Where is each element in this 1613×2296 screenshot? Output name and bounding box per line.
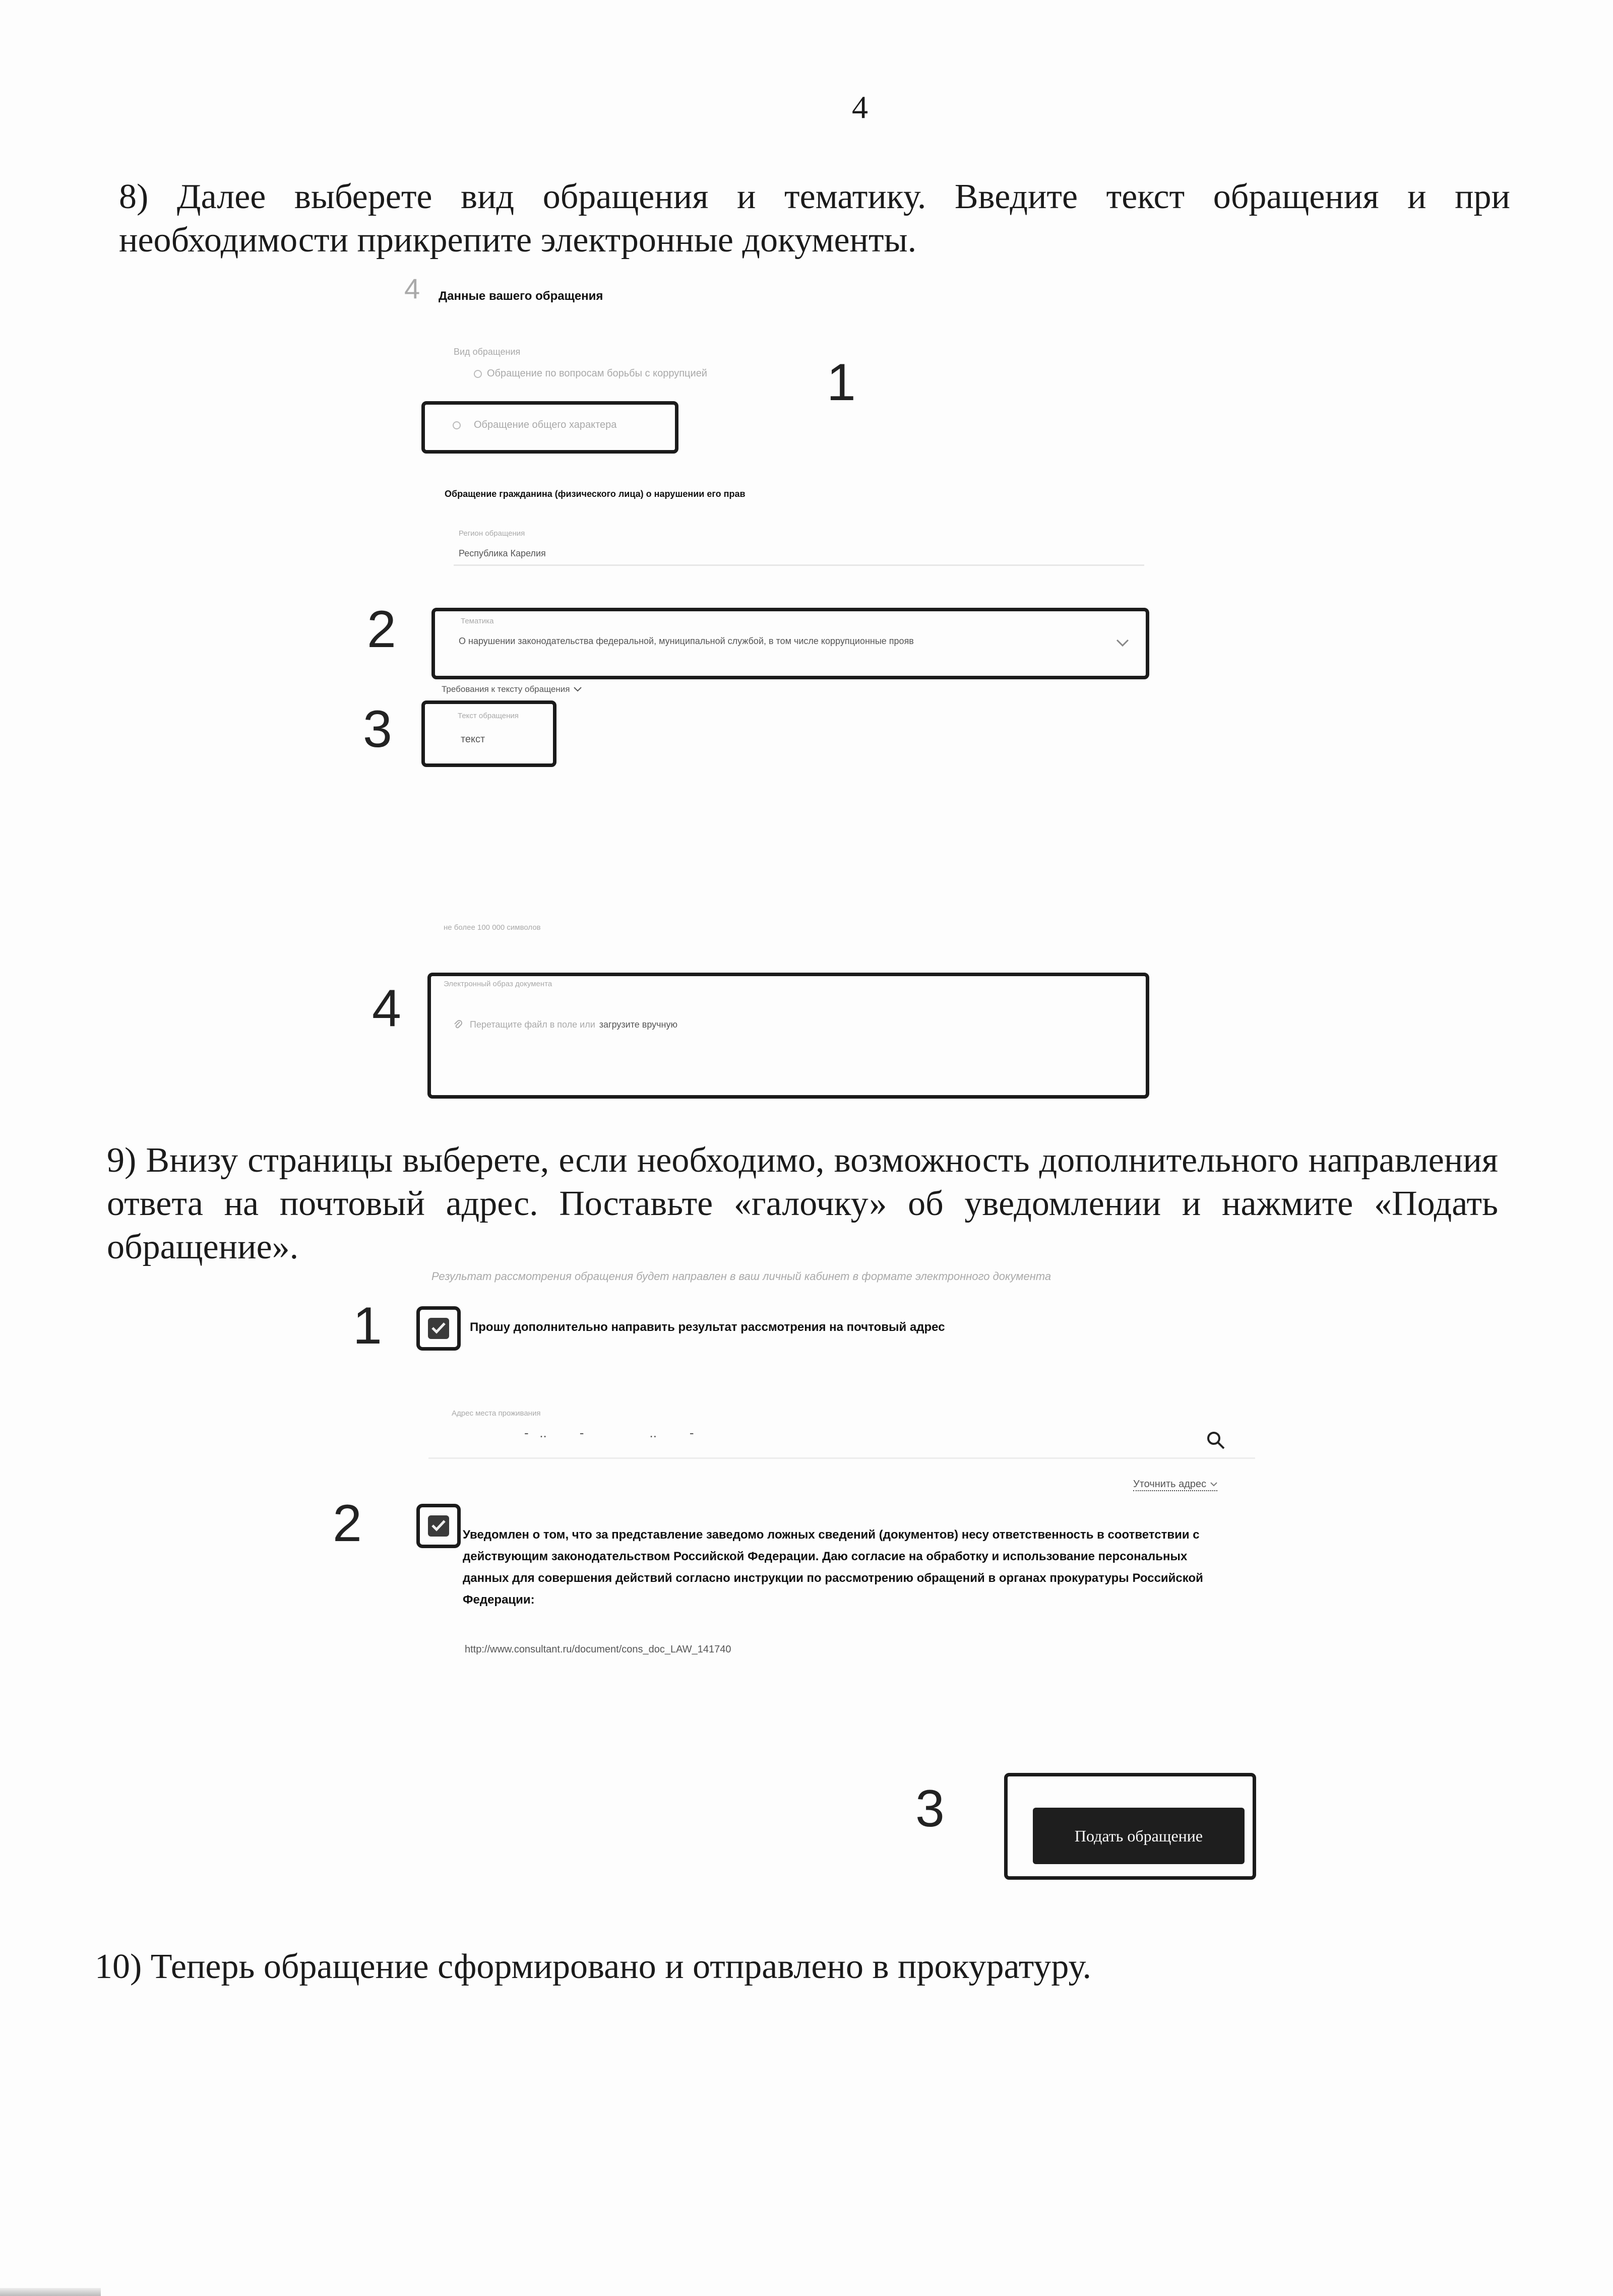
consent-text: Уведомлен о том, что за представление заведомо ложных сведений (документов) несу ответственность в соответствии с действующим законодательством Российской Федерации. Даю согласие на обработку и использование персональных данных для совершения действий согласно инструкции по рассмотрению обращений в органах прокуратуры Российской Федерации: — [463, 1528, 1203, 1607]
marker-4: 4 — [372, 979, 401, 1038]
option-general-label: Обращение общего характера — [474, 419, 617, 430]
option-general[interactable] — [453, 419, 616, 431]
appeal-form-screenshot — [363, 272, 1154, 1104]
upload-manually-link[interactable]: загрузите вручную — [599, 1019, 677, 1030]
region-label: Регион обращения — [459, 529, 525, 538]
step8-instruction: 8) Далее выберете вид обращения и тематику. Введите текст обращения и при необходимости прикрепите электронные документы. — [119, 177, 1510, 260]
type-label: Вид обращения — [454, 347, 521, 357]
highlight-document-upload — [427, 973, 1149, 1099]
marker-1: 1 — [827, 353, 856, 412]
region-underline — [454, 564, 1144, 566]
refine-address-label: Уточнить адрес — [1133, 1479, 1207, 1490]
postal-checkbox-label: Прошу дополнительно направить результат рассмотрения на почтовый адрес — [470, 1320, 945, 1334]
highlight-text-field — [421, 700, 556, 767]
section-title: Данные вашего обращения — [439, 289, 603, 303]
submit-appeal-button[interactable]: Подать обращение — [1033, 1808, 1245, 1864]
step9-instruction: 9) Внизу страницы выберете, если необходимо, возможность дополнительного направления ответа на почтовый адрес. Поставьте «галочку» об уведомлении и нажмите «Подать обращение». — [107, 1141, 1498, 1266]
checkbox-checked — [428, 1515, 449, 1537]
option-corruption-label: Обращение по вопросам борьбы с коррупцией — [487, 368, 707, 379]
paperclip-icon — [454, 1019, 463, 1030]
requirements-link-label: Требования к тексту обращения — [442, 684, 570, 694]
radio-icon — [474, 370, 482, 378]
document-dropzone[interactable] — [454, 1019, 677, 1030]
address-underline — [428, 1457, 1255, 1459]
topic-heading: Обращение гражданина (физического лица) о нарушении его прав — [445, 489, 746, 499]
chevron-down-icon[interactable] — [1116, 639, 1129, 647]
option-corruption[interactable] — [474, 368, 707, 379]
page-number: 4 — [852, 89, 868, 125]
marker-1: 1 — [353, 1297, 382, 1355]
marker-3: 3 — [915, 1779, 945, 1838]
marker-3: 3 — [363, 700, 392, 758]
search-icon[interactable] — [1206, 1430, 1226, 1450]
marker-2: 2 — [333, 1494, 362, 1553]
check-icon — [431, 1322, 446, 1334]
char-limit-note: не более 100 000 символов — [444, 923, 541, 932]
chevron-down-icon — [574, 687, 582, 692]
checkbox-checked — [428, 1318, 449, 1339]
step10-instruction: 10) Теперь обращение сформировано и отправлено в прокуратуру. — [95, 1947, 1091, 1986]
highlight-submit — [1004, 1773, 1256, 1880]
region-value[interactable]: Республика Карелия — [459, 548, 546, 558]
postal-checkbox[interactable] — [416, 1306, 461, 1351]
radio-icon — [453, 421, 461, 429]
text-input[interactable]: текст — [461, 734, 485, 745]
result-note: Результат рассмотрения обращения будет направлен в ваш личный кабинет в формате электронного документа — [431, 1270, 1051, 1283]
check-icon — [431, 1519, 446, 1532]
doc-label: Электронный образ документа — [444, 980, 552, 988]
marker-2: 2 — [367, 600, 396, 659]
refine-address-link[interactable] — [1133, 1479, 1217, 1491]
consent-checkbox[interactable] — [416, 1504, 461, 1548]
address-input[interactable]: - .. - .. - — [524, 1425, 694, 1440]
chevron-down-icon — [1210, 1482, 1217, 1487]
theme-select[interactable]: О нарушении законодательства федеральной, муниципальной службой, в том числе коррупционные прояв — [459, 636, 914, 646]
requirements-link[interactable] — [442, 684, 582, 694]
consent-link[interactable]: http://www.consultant.ru/document/cons_doc_LAW_141740 — [465, 1644, 731, 1655]
text-label: Текст обращения — [458, 712, 519, 720]
address-label: Адрес места проживания — [452, 1409, 541, 1418]
theme-label: Тематика — [461, 617, 494, 625]
doc-hint: Перетащите файл в поле или — [470, 1019, 595, 1030]
scan-edge — [0, 2288, 101, 2296]
handwritten-mark: 4 — [404, 273, 420, 304]
submit-form-screenshot — [323, 1270, 1331, 1895]
